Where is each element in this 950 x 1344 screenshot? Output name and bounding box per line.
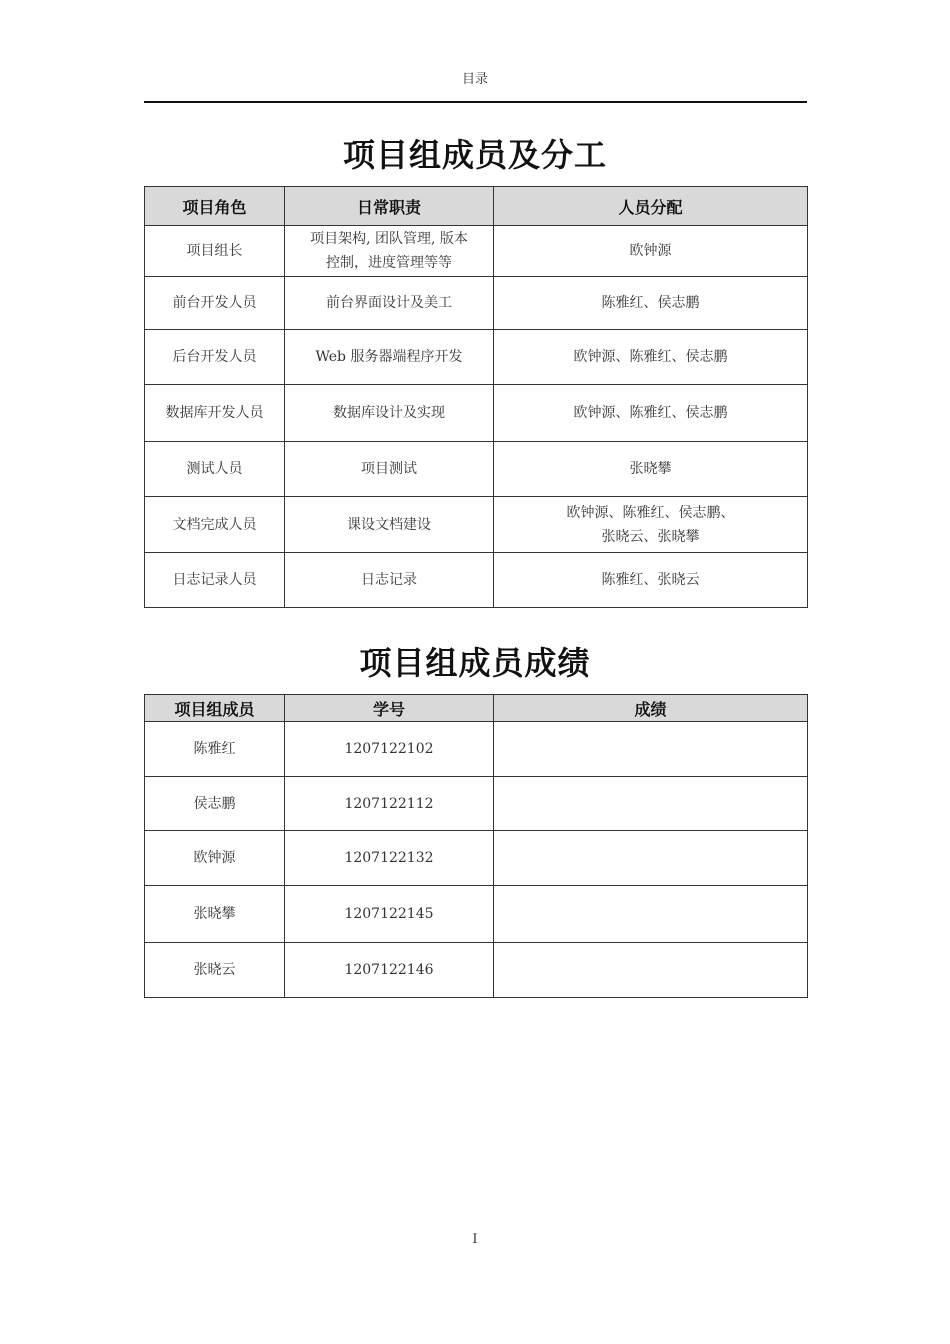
people-line: 张晓攀	[629, 461, 672, 477]
people-line: 陈雅红、张晓云	[601, 572, 700, 588]
role-cell: 项目组长	[145, 226, 285, 277]
people-cell	[494, 553, 808, 608]
duty-line: 课设文档建设	[347, 516, 431, 533]
column-header-member: 项目组成员	[145, 695, 285, 722]
score-cell	[494, 777, 808, 831]
student-id-cell: 1207122132	[285, 831, 494, 886]
score-cell	[494, 831, 808, 886]
role-cell: 测试人员	[145, 442, 285, 497]
scores-section-title: 项目组成员成绩	[359, 644, 591, 682]
roles-section-title: 项目组成员及分工	[342, 136, 607, 174]
column-header-student-id: 学号	[285, 695, 494, 722]
duty-line: 项目测试	[361, 461, 417, 477]
member-name-cell: 张晓云	[145, 943, 285, 998]
people-line: 欧钟源、陈雅红、侯志鹏	[573, 405, 728, 421]
duty-line: 前台界面设计及美工	[326, 295, 452, 311]
table-row	[145, 385, 808, 442]
table-row	[145, 442, 808, 497]
scores-header-row	[145, 695, 808, 722]
people-cell	[494, 442, 808, 497]
role-cell: 前台开发人员	[145, 277, 285, 330]
table-row	[145, 553, 808, 608]
people-line: 欧钟源、陈雅红、侯志鹏、	[566, 504, 735, 521]
people-line: 陈雅红、侯志鹏	[601, 295, 700, 311]
table-row	[145, 886, 808, 943]
duty-cell	[285, 553, 494, 608]
member-name-cell: 侯志鹏	[145, 777, 285, 831]
table-row	[145, 777, 808, 831]
duty-cell	[285, 226, 494, 277]
column-header-people: 人员分配	[494, 187, 808, 226]
people-cell	[494, 330, 808, 385]
role-cell: 日志记录人员	[145, 553, 285, 608]
scores-table	[144, 694, 808, 998]
member-name-cell: 陈雅红	[145, 722, 285, 777]
page-number: I	[472, 1232, 478, 1247]
table-row	[145, 330, 808, 385]
duty-cell	[285, 497, 494, 553]
student-id-cell: 1207122112	[285, 777, 494, 831]
member-name-cell: 张晓攀	[145, 886, 285, 943]
score-cell	[494, 943, 808, 998]
table-row	[145, 831, 808, 886]
table-row	[145, 226, 808, 277]
people-cell	[494, 497, 808, 553]
student-id-cell: 1207122145	[285, 886, 494, 943]
score-cell	[494, 886, 808, 943]
column-header-role: 项目角色	[145, 187, 285, 226]
table-row	[145, 943, 808, 998]
table-row	[145, 277, 808, 330]
column-header-duty: 日常职责	[285, 187, 494, 226]
student-id-cell: 1207122146	[285, 943, 494, 998]
people-cell	[494, 226, 808, 277]
duty-line: 日志记录	[361, 572, 417, 588]
score-cell	[494, 722, 808, 777]
student-id-cell: 1207122102	[285, 722, 494, 777]
people-cell	[494, 385, 808, 442]
people-line: 张晓云、张晓攀	[601, 528, 700, 545]
duty-cell	[285, 385, 494, 442]
people-line: 欧钟源、陈雅红、侯志鹏	[573, 349, 728, 365]
duty-cell	[285, 442, 494, 497]
people-line: 欧钟源	[629, 243, 672, 259]
people-cell	[494, 277, 808, 330]
duty-line: 控制，进度管理等等	[326, 255, 452, 271]
header-rule	[144, 101, 807, 103]
duty-line: 项目架构, 团队管理, 版本	[310, 231, 468, 247]
member-name-cell: 欧钟源	[145, 831, 285, 886]
duty-line: 数据库设计及实现	[333, 405, 445, 421]
role-cell: 后台开发人员	[145, 330, 285, 385]
running-header: 目录	[461, 72, 488, 87]
role-cell: 数据库开发人员	[145, 385, 285, 442]
role-cell: 文档完成人员	[145, 497, 285, 553]
column-header-score: 成绩	[494, 695, 808, 722]
duty-cell	[285, 277, 494, 330]
roles-header-row	[145, 187, 808, 226]
duty-line: Web 服务器端程序开发	[315, 349, 463, 365]
table-row	[145, 497, 808, 553]
duty-cell	[285, 330, 494, 385]
roles-table	[144, 186, 808, 608]
table-row	[145, 722, 808, 777]
